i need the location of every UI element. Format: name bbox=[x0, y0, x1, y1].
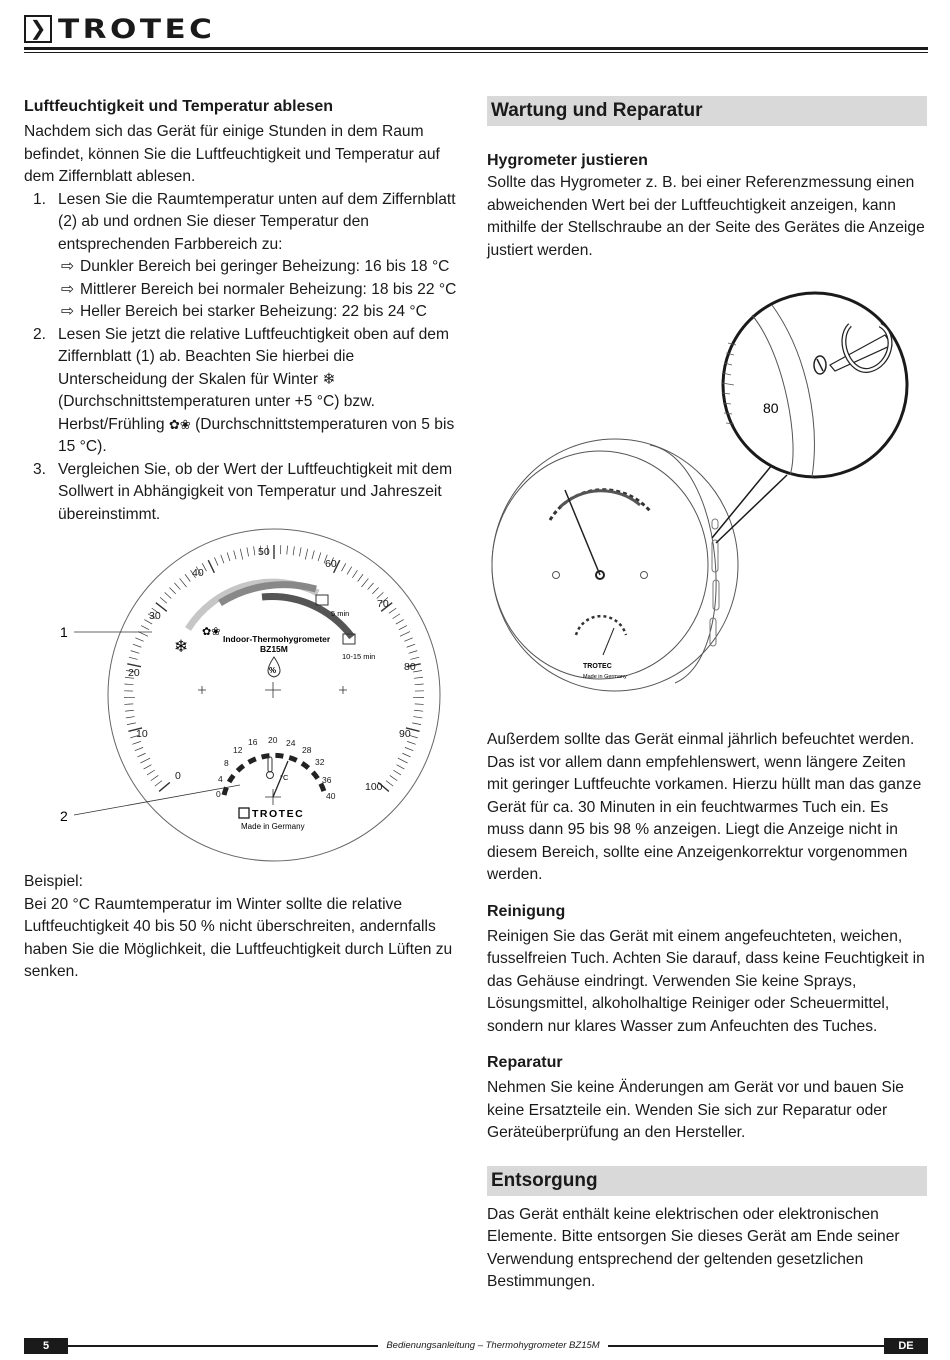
temp-label: 4 bbox=[218, 774, 223, 784]
section-heading-reading: Luftfeuchtigkeit und Temperatur ablesen bbox=[24, 98, 334, 115]
callout-2-label: 2 bbox=[60, 808, 68, 824]
humidity-tick bbox=[151, 775, 158, 780]
logo-brand: TROTEC bbox=[58, 13, 216, 45]
callout-1-label: 1 bbox=[60, 624, 68, 640]
humidity-tick bbox=[407, 741, 415, 744]
humidity-tick bbox=[361, 578, 368, 587]
time-5-label: 5 min bbox=[331, 609, 350, 618]
temperature-arc bbox=[224, 755, 325, 795]
humidity-tick bbox=[318, 553, 321, 562]
made-in-label: Made in Germany bbox=[241, 822, 305, 831]
temp-label: 28 bbox=[302, 745, 312, 755]
humidity-tick bbox=[341, 563, 345, 571]
right-column-bottom bbox=[487, 729, 929, 1294]
humidity-tick bbox=[155, 781, 162, 786]
paragraph-disposal: Das Gerät enthält keine elektrischen oder elektronischen Elemente. Bitte entsorgen Sie dieses Gerät am Ende seiner Verwendung entsprechend der geltenden gesetzlichen Bestimmungen. bbox=[487, 1205, 900, 1290]
hum-label: 90 bbox=[399, 728, 411, 740]
paragraph-repair: Nehmen Sie keine Änderungen am Gerät vor und bauen Sie keine Ersatzteile ein. Wenden Sie sich zur Reparatur oder Geräteüberprüfung an den Hersteller. bbox=[487, 1079, 904, 1141]
temp-label: 20 bbox=[268, 735, 278, 745]
heading-cleaning: Reinigung bbox=[487, 902, 566, 920]
humidity-tick bbox=[352, 570, 357, 577]
humidity-tick bbox=[135, 638, 143, 641]
mini-dial-brand: TROTEC bbox=[583, 663, 612, 670]
humidity-tick bbox=[405, 747, 413, 750]
humidity-tick bbox=[402, 753, 410, 757]
hum-label: 30 bbox=[149, 610, 161, 622]
example-label: Beispiel: bbox=[24, 873, 83, 890]
humidity-tick bbox=[214, 557, 218, 565]
humidity-tick bbox=[133, 644, 141, 647]
humidity-tick bbox=[393, 770, 401, 775]
list-item bbox=[24, 324, 464, 459]
humidity-tick bbox=[174, 583, 180, 590]
timer-icon bbox=[316, 595, 328, 605]
humidity-tick bbox=[125, 710, 134, 711]
humidity-tick bbox=[137, 753, 145, 757]
header-rule bbox=[24, 47, 928, 50]
zoom-circle bbox=[723, 293, 907, 477]
thermometer-icon bbox=[268, 757, 272, 772]
mini-made-in: Made in Germany bbox=[583, 674, 627, 680]
humidity-tick bbox=[410, 657, 419, 659]
paragraph-hygrometer-adjust: Sollte das Hygrometer z. B. bei einer Referenzmessung einen abweichenden Wert bei der Luftfeuchtigkeit anzeigen, kann mithilfe der Stellschraube an der Seite des Gerätes die Anzeige justiert werden. bbox=[487, 174, 925, 259]
steps-list bbox=[24, 189, 464, 527]
left-column bbox=[24, 96, 464, 526]
humidity-tick bbox=[414, 677, 423, 678]
step-2-text-b: (Durchschnittstemperaturen unter +5 °C) bzw. Herbst/Frühling bbox=[58, 393, 375, 433]
time-1015-label: 10-15 min bbox=[342, 652, 376, 661]
list-number: 3. bbox=[33, 460, 47, 478]
humidity-tick bbox=[415, 684, 424, 685]
arrow-right-icon: ⇨ bbox=[61, 303, 75, 320]
humidity-tick bbox=[159, 782, 170, 791]
paragraph-cleaning: Reinigen Sie das Gerät mit einem angefeuchteten, weichen, fusselfreien Tuch. Achten Sie darauf, dass keine Feuchtigkeit in das Gehäuse eindringt. Verwenden Sie keine Sprays, Lösungsmittel, alkoholhaltige Reiniger oder Scheuermittel, sondern nur klares Wasser zum Anfeuchten des Tuches. bbox=[487, 927, 925, 1035]
temp-label: 12 bbox=[233, 745, 243, 755]
hum-label: 40 bbox=[192, 567, 204, 579]
heading-repair: Reparatur bbox=[487, 1054, 563, 1071]
humidity-tick bbox=[131, 651, 140, 654]
humidity-tick bbox=[358, 574, 363, 581]
adjustment-screw-figure bbox=[490, 285, 930, 715]
humidity-tick bbox=[132, 741, 140, 744]
humidity-tick bbox=[386, 781, 393, 786]
humidity-tick bbox=[312, 551, 314, 560]
thermohygrometer-dial-figure bbox=[40, 525, 460, 865]
humidity-tick bbox=[135, 747, 143, 750]
humidity-tick bbox=[287, 546, 288, 555]
humidity-tick bbox=[254, 546, 255, 555]
step-2-text-c: (Durchschnittstemperaturen von 5 bis 15 °C). bbox=[58, 415, 455, 455]
example-block bbox=[24, 871, 464, 984]
humidity-tick bbox=[399, 626, 407, 630]
humidity-tick bbox=[368, 583, 374, 590]
callout-line-2 bbox=[74, 785, 240, 815]
arrow-right-icon: ⇨ bbox=[61, 258, 75, 275]
footer-title: Bedienungsanleitung – Thermohygrometer BZ15M bbox=[378, 1338, 608, 1354]
hum-label: 60 bbox=[325, 558, 337, 570]
temp-label: 40 bbox=[326, 791, 336, 801]
humidity-tick bbox=[347, 567, 352, 575]
intro-paragraph: Nachdem sich das Gerät für einige Stunden in dem Raum befindet, können Sie die Luftfeuchtigkeit und Temperatur auf dem Ziffernblatt ablesen. bbox=[24, 123, 440, 185]
humidity-tick bbox=[169, 587, 175, 593]
humidity-tick bbox=[160, 597, 167, 603]
list-item bbox=[24, 459, 464, 527]
logo-chevron-icon: ❯ bbox=[24, 15, 52, 43]
example-text: Bei 20 °C Raumtemperatur im Winter sollte die relative Luftfeuchtigkeit 40 bis 50 % nicht überschreiten, andernfalls haben Sie die Möglichkeit, die Luftfeuchtigkeit durch Lüften zu senken. bbox=[24, 895, 453, 980]
humidity-tick bbox=[247, 547, 249, 556]
sub-item-text: Heller Bereich bei starker Beheizung: 22 bis 24 °C bbox=[80, 303, 427, 320]
list-number: 1. bbox=[33, 190, 47, 208]
section-maintenance: Wartung und Reparatur bbox=[487, 96, 929, 126]
humidity-tick bbox=[397, 765, 405, 769]
humidity-tick bbox=[390, 775, 397, 780]
humidity-tick bbox=[299, 547, 301, 556]
model-line-2: BZ15M bbox=[260, 644, 288, 654]
humidity-tick bbox=[240, 549, 242, 560]
header-rule-thin bbox=[24, 52, 928, 53]
humidity-tick bbox=[124, 704, 133, 705]
humidity-tick bbox=[129, 657, 138, 659]
humidity-tick bbox=[227, 553, 230, 562]
step-1-text: Lesen Sie die Raumtemperatur unten auf dem Ziffernblatt (2) ab und ordnen Sie dieser Temperatur den entsprechenden Farbbereich zu: bbox=[58, 190, 456, 253]
trotec-logo bbox=[24, 13, 216, 45]
dial-brand: TROTEC bbox=[252, 808, 305, 820]
humidity-tick bbox=[412, 723, 421, 725]
hum-label: 70 bbox=[377, 598, 389, 610]
percent-unit: % bbox=[269, 666, 277, 675]
humidity-tick bbox=[165, 592, 172, 598]
humidity-tick bbox=[180, 578, 187, 587]
humidity-tick bbox=[221, 555, 224, 563]
humidity-tick bbox=[293, 546, 294, 555]
device-face bbox=[492, 451, 708, 679]
humidity-tick bbox=[389, 608, 396, 613]
humidity-tick bbox=[393, 614, 401, 619]
hum-label: 100 bbox=[365, 781, 383, 793]
hum-label: 10 bbox=[136, 728, 148, 740]
sub-item bbox=[58, 279, 464, 302]
page-number: 5 bbox=[24, 1338, 68, 1354]
humidity-tick bbox=[400, 632, 410, 637]
logo-chevron-icon bbox=[239, 808, 249, 818]
humidity-tick bbox=[415, 704, 424, 705]
humidity-tick bbox=[404, 638, 412, 641]
temp-label: 32 bbox=[315, 757, 325, 767]
hum-label: 20 bbox=[128, 667, 140, 679]
snowflake-icon: ❄ bbox=[174, 637, 189, 656]
snowflake-icon: ❄ bbox=[322, 370, 336, 388]
hum-label: 80 bbox=[404, 661, 416, 673]
step-3-text: Vergleichen Sie, ob der Wert der Luftfeuchtigkeit mit dem Sollwert in Abhängigkeit von Temperatur und Jahreszeit übereinstimmt. bbox=[58, 460, 453, 523]
humidity-tick bbox=[413, 717, 422, 718]
temp-label: 36 bbox=[322, 775, 332, 785]
humidity-tick bbox=[185, 574, 190, 581]
sub-item bbox=[58, 256, 464, 279]
temp-label: 24 bbox=[286, 738, 296, 748]
humidity-tick bbox=[141, 626, 149, 630]
model-line-1: Indoor-Thermohygrometer bbox=[223, 634, 331, 644]
humidity-tick bbox=[147, 770, 155, 775]
humidity-tick bbox=[126, 717, 135, 718]
list-item bbox=[24, 189, 464, 324]
humidity-tick bbox=[414, 710, 423, 711]
temp-label: 8 bbox=[224, 758, 229, 768]
humidity-tick bbox=[234, 551, 236, 560]
humidity-tick bbox=[140, 758, 150, 763]
celsius-unit: °C bbox=[280, 773, 289, 782]
humidity-tick bbox=[305, 549, 307, 560]
humidity-tick bbox=[407, 644, 415, 647]
page-header bbox=[24, 14, 928, 54]
humidity-tick bbox=[144, 765, 152, 769]
humidity-tick bbox=[396, 620, 404, 625]
humidity-tick bbox=[127, 723, 136, 725]
humidity-tick bbox=[398, 758, 408, 763]
humidity-tick bbox=[409, 651, 418, 654]
arrow-right-icon: ⇨ bbox=[61, 280, 75, 298]
leaf-flower-icon: ✿❀ bbox=[168, 416, 191, 432]
section-disposal: Entsorgung bbox=[487, 1166, 929, 1196]
paragraph-humidification: Außerdem sollte das Gerät einmal jährlich befeuchtet werden. Das ist vor allem dann empfehlenswert, wenn längere Zeiten mit geringer Luftfeuchte vorkamen. Hierzu hüllt man das ganze Gerät für ca. 30 Minuten in ein feuchtwarmes Tuch ein. Es muss dann 95 bis 98 % anzeigen. Liegt die Anzeige nicht in diesem Bereich, sollte eine Anzeigenkorrektur vorgenommen werden. bbox=[487, 731, 922, 883]
temp-label: 16 bbox=[248, 737, 258, 747]
sub-item bbox=[58, 301, 464, 324]
right-column-top bbox=[487, 96, 929, 262]
temp-label: 0 bbox=[216, 789, 221, 799]
heading-hygrometer-adjust: Hygrometer justieren bbox=[487, 152, 648, 169]
list-number: 2. bbox=[33, 325, 47, 343]
page-footer bbox=[24, 1338, 928, 1354]
sub-item-text: Dunkler Bereich bei geringer Beheizung: 16 bis 18 °C bbox=[80, 258, 450, 275]
humidity-tick bbox=[208, 560, 214, 573]
leaf-flower-icon: ✿❀ bbox=[202, 626, 221, 638]
language-badge: DE bbox=[884, 1338, 928, 1354]
step-2-text-a: Lesen Sie jetzt die relative Luftfeuchtigkeit oben auf dem Ziffernblatt (1) ab. Beachten Sie hierbei die Unterscheidung der Skalen für Winter bbox=[58, 325, 449, 388]
humidity-tick bbox=[372, 587, 378, 593]
humidity-tick bbox=[124, 684, 133, 685]
sub-item-text: Mittlerer Bereich bei normaler Beheizung: 18 bis 22 °C bbox=[80, 280, 457, 298]
zoom-label-80: 80 bbox=[763, 400, 779, 416]
hum-label: 50 bbox=[258, 546, 270, 558]
hum-label: 0 bbox=[175, 770, 181, 782]
